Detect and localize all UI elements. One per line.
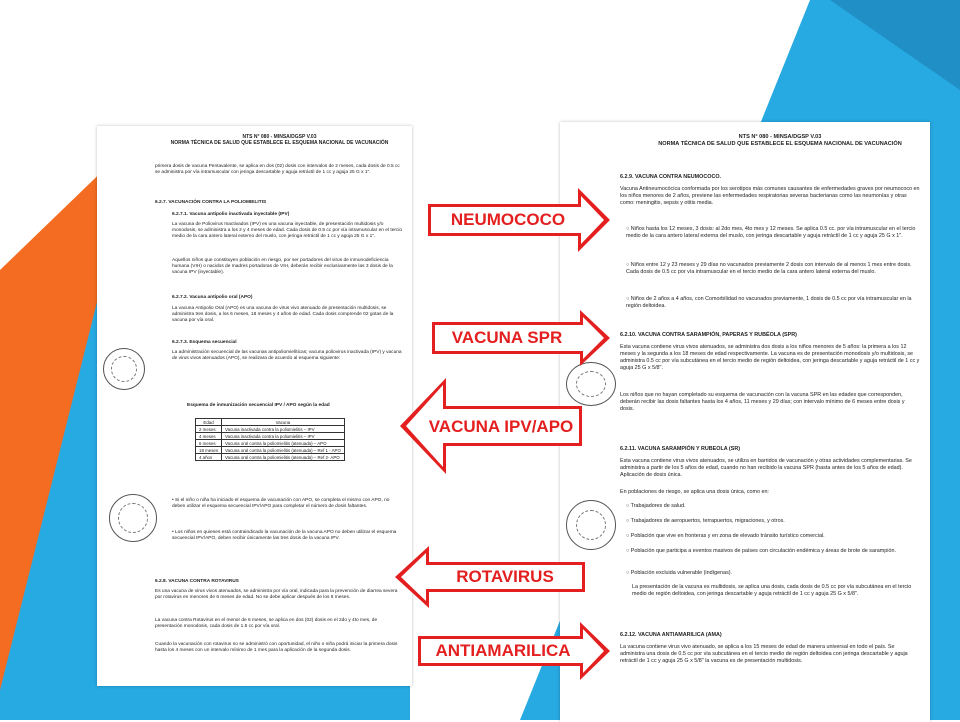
section-6211-paragraph-1: Esta vacuna contiene virus vivos atenuados, se utiliza en barridos de vacunación y otras actividades complementarias. Se administra a partir de los 5 años de edad, cuando no han recibido la vacuna SPR (hasta antes de los 5 años de edad). Aplicación de dosis única. [620,458,912,478]
left-doc-header-title: NORMA TÉCNICA DE SALUD QUE ESTABLECE EL ESQUEMA NACIONAL DE VACUNACIÓN [170,140,389,147]
arrow-spr [432,310,610,366]
table-row [196,447,345,454]
section-6272-paragraph: La vacuna Antipolio Oral (APO) es una vacuna de virus vivo atenuado de presentación multidosis, se administra tres dosis, a los 6 meses, 18 meses y 4 años de edad. Cada dosis comprende 02 gotas de la vacuna por vía oral. [172,306,394,324]
section-629-bullet-2: ○ Niños entre 12 y 23 meses y 29 días no vacunados previamente 2 dosis con intervalo de al menos 1 mes entre dosis. Cada dosis de 0.5 cc por vía intramuscular en el tercio medio de la cara antero lateral externa del muslo. [626,262,912,275]
table-row [196,440,345,447]
risk-list-item-text: Trabajadores de aeropuertos, terrapuertos, migraciones, y otros. [630,518,785,524]
risk-list-item-text: Población que vive en fronteras y en zona de elevado tránsito turístico comercial. [630,533,825,539]
risk-list-item: ○ Trabajadores de aeropuertos, terrapuertos, migraciones, y otros. [626,518,785,524]
arrow-label-spr: VACUNA SPR [451,328,563,347]
risk-list-item-text: Trabajadores de salud. [630,503,686,509]
table-cell-vaccine: Vacuna inactivada contra la poliomielitis – IPV [222,433,345,440]
section-629-bullet-2-text: Niños entre 12 y 23 meses y 29 días no vacunados previamente 2 dosis con intervalo de al menos 1 mes entre dosis. Cada dosis de 0.5 cc por vía intramuscular en el tercio medio de la cara antero lateral externa del muslo. [626,262,912,275]
section-6271-title: 6.2.7.1. Vacuna antipolio inactivada inyectable (IPV) [172,212,290,217]
table-cell-vaccine: Vacuna inactivada contra la poliomielitis – IPV [222,426,345,433]
right-document-page [560,122,930,722]
ipv-apo-schedule-table [195,418,345,461]
section-6210-title: 6.2.10. VACUNA CONTRA SARAMPIÓN, PAPERAS Y RUBÉOLA (SPR) [620,332,797,338]
section-629-bullet-3: ○ Niños de 2 años a 4 años, con Comorbilidad no vacunados previamente, 1 dosis de 0.5 cc por vía intramuscular en la región deltoidea. [626,296,912,309]
left-doc-header [147,134,412,147]
section-6212-paragraph: La vacuna contiene virus vivo atenuado, se aplica a los 15 meses de edad de manera universal en todo el país. Se administra una dosis de 0.5 cc por vía subcutánea en el tercio medio de región deltoidea con jeringa descartable y aguja retráctil de 1 cc y aguja 25 G x 5/8" la vacuna es de presentación multidosis. [620,644,908,664]
official-seal-bottom [109,494,157,542]
section-6212-title: 6.2.12. VACUNA ANTIAMARILICA (AMA) [620,632,722,638]
arrow-ipv-apo [400,378,582,474]
risk-list-item-text: Población que participa a eventos masivos de países con circulación endémica y áreas de brote de sarampión. [630,548,896,554]
section-628-paragraph-1: Es una vacuna de virus vivos atenuados, se administra por vía oral, indicada para la prevención de diarrea severa por rotavirus en menores de 6 meses de edad. No se debe aplicar después de los 6 meses. [155,589,398,601]
bullet-apo-contraindicated-text: Los niños en quienes está contraindicado la vacunación de la vacuna APO no deben utilizar el esquema secuencial IPV/APO, deben recibir únicamente las tres dosis de la vacuna IPV. [172,530,397,542]
right-doc-header-code: NTS N° 080 - MINSA/DGSP V.03 [738,134,822,140]
section-628-title: 6.2.8. VACUNA CONTRA ROTAVIRUS [155,579,239,584]
section-628-paragraph-3: Cuando la vacunación con rotavirus no se administró con oportunidad, el niño o niña podrá iniciar la primera dosis hasta los 4 meses con un intervalo mínimo de 1 mes para la aplicación de la segunda dosis. [155,642,398,654]
section-6211-title: 6.2.11. VACUNA SARAMPIÓN Y RUBEOLA (SR) [620,446,741,452]
section-6211-paragraph-2: En poblaciones de riesgo, se aplica una dosis única, como en: [620,489,769,495]
table-header-row [196,419,345,426]
official-seal-top [103,348,145,390]
arrow-label-neumococo: NEUMOCOCO [450,210,566,229]
table-cell-vaccine: Vacuna oral contra la poliomielitis (atenuada) – Ref 1 - APO [222,447,345,454]
right-doc-header [630,134,930,148]
left-document-page [97,126,412,686]
bullet-apo-scheme: • Si el niño o niña ha iniciado el esquema de vacunación con APO, se completa el mismo con APO, no deben utilizar el esquema secuencial IPV/APO para completar el número de dosis faltantes. [172,498,390,510]
schedule-table-title: Esquema de inmunización secuencial IPV / APO según la edad [187,403,330,408]
table-header-cell: Edad [196,419,222,426]
table-cell-vaccine: Vacuna oral contra la poliomielitis (atenuada) – APO [222,440,345,447]
risk-list-item: ○ Población excluida vulnerable (indígenas). [626,570,733,576]
table-row [196,426,345,433]
section-6211-paragraph-3: La presentación de la vacuna es multidosis, se aplica una dosis, cada dosis de 0.5 cc por vía subcutánea en el tercio medio de región deltoidea, con jeringa descartable y aguja retráctil de 1 cc y aguja 25 G x 5/8". [632,584,912,597]
table-header-cell: Vacuna [222,419,345,426]
bullet-apo-scheme-text: Si el niño o niña ha iniciado el esquema de vacunación con APO, se completa el mismo con APO, no deben utilizar el esquema secuencial IPV/APO para completar el número de dosis faltantes. [172,498,390,510]
arrow-rotavirus [395,546,585,608]
table-cell-age: 4 años [196,454,222,461]
arrow-label-rotavirus: ROTAVIRUS [456,567,554,586]
section-629-bullet-1-text: Niños hasta los 12 meses, 3 dosis: al 2do mes, 4to mes y 12 meses. Se aplica 0.5 cc. por vía intramuscular en el tercio medio de la cara antero lateral externa del muslo, con jeringa descartable y aguja retráctil de 1 cc y aguja 25 G x 1". [626,226,916,239]
table-cell-age: 18 meses [196,447,222,454]
section-629-paragraph: Vacuna Antineumocócica conformada por los serotipos más comunes causantes de enfermedades graves por neumococo en los niños menores de 2 años, previene las enfermedades respiratorias severas bacterianas como las neumonías y otras como: meningitis, sepsis y otitis media. [620,186,920,206]
section-6273-paragraph: La administración secuencial de las vacunas antipoliomielíticas; vacuna poliovirus inactivada (IPV) y vacuna de virus vivos atenuados (APO), se realizara de acuerdo al esquema siguiente: [172,350,402,362]
section-6272-title: 6.2.7.2. Vacuna antipolio oral (APO) [172,295,253,300]
official-seal-right-bottom [566,500,616,550]
arrow-label-ipv-apo: VACUNA IPV/APO [428,417,574,436]
arrow-neumococo [428,188,610,252]
table-row [196,433,345,440]
right-doc-header-title: NORMA TÉCNICA DE SALUD QUE ESTABLECE EL ESQUEMA NACIONAL DE VACUNACIÓN [658,140,902,147]
left-doc-header-code: NTS N° 080 - MINSA/DGSP V.03 [242,134,317,140]
risk-list-item: ○ Población que participa a eventos masivos de países con circulación endémica y áreas de brote de sarampión. [626,548,896,554]
left-intro-text: primera dosis de vacuna Pentavalente, se aplica en dos (02) dosis con intervalos de 2 meses, cada dosis de 0.5 cc se administra por vía intramuscular con jeringa descartable y aguja retráctil de 1 cc y aguja 25 G x 1". [155,164,400,176]
arrow-label-antiamarilica: ANTIAMARILICA [435,641,571,660]
section-6210-paragraph-1: Esta vacuna contiene virus vivos atenuados, se administra dos dosis a los niños menores de 5 años: la primera a los 12 meses y la segunda a los 18 meses de edad respectivamente. La vacuna es de presentación monodosis y/o multidosis, se administra 0.5 cc por vía subcutánea en el tercio medio de región deltoidea, con jeringa descartable y aguja retráctil de 1 cc y aguja 25 G x 5/8". [620,344,920,371]
table-cell-age: 6 meses [196,440,222,447]
section-628-paragraph-2: La vacuna contra Rotavirus en el menor de 6 meses, se aplica en dos (02) dosis en el 2do y 4to mes, de presentación monodosis, cada dosis de 1.5 cc por vía oral. [155,618,378,630]
bullet-apo-contraindicated: • Los niños en quienes está contraindicado la vacunación de la vacuna APO no deben utilizar el esquema secuencial IPV/APO, deben recibir únicamente las tres dosis de la vacuna IPV. [172,530,397,542]
section-629-bullet-3-text: Niños de 2 años a 4 años, con Comorbilidad no vacunados previamente, 1 dosis de 0.5 cc por vía intramuscular en la región deltoidea. [626,296,912,309]
section-6271-paragraph-2: Aquellos niños que constituyen población en riesgo, por ser portadores del virus de inmunodeficiencia humana (VIH) o nacidos de madres portadoras de VIH, deberán recibir exclusivamente las 3 dosis de la vacuna IPV (inyectable). [172,258,393,276]
table-cell-age: 2 meses [196,426,222,433]
risk-list-item: ○ Trabajadores de salud. [626,503,686,509]
section-6273-title: 6.2.7.3. Esquema secuencial [172,340,237,345]
section-629-title: 6.2.9. VACUNA CONTRA NEUMOCOCO. [620,174,722,180]
table-row [196,454,345,461]
section-6271-paragraph-1: La vacuna de Poliovirus Inactivados (IPV) es una vacuna inyectable, de presentación multidosis y/o monodosis, se administra a los 2 y 4 meses de edad. Cada dosis de 0.5 cc por vía intramuscular en el tercio medio de la cara antero lateral externo del muslo, con jeringa retráctil de 1 cc y aguja 25 G x 1". [172,222,403,240]
arrow-antiamarilica [418,622,610,680]
table-cell-age: 4 meses [196,433,222,440]
table-cell-vaccine: Vacuna oral contra la poliomielitis (atenuada) – Ref 2- APO [222,454,345,461]
section-627-title: 6.2.7. VACUNACIÓN CONTRA LA POLIOMIELITIS [155,200,267,205]
risk-list-item-text: Población excluida vulnerable (indígenas). [630,570,733,576]
section-6210-paragraph-2: Los niños que no hayan completado su esquema de vacunación con la vacuna SPR en las edades que corresponden, deberán recibir las dosis faltantes hasta los 4 años, 11 meses y 29 días; con intervalo mínimo de 6 meses entre dosis y dosis. [620,392,905,412]
risk-list-item: ○ Población que vive en fronteras y en zona de elevado tránsito turístico comercial. [626,533,825,539]
section-629-bullet-1: ○ Niños hasta los 12 meses, 3 dosis: al 2do mes, 4to mes y 12 meses. Se aplica 0.5 cc. por vía intramuscular en el tercio medio de la cara antero lateral externa del muslo, con jeringa descartable y aguja retráctil de 1 cc y aguja 25 G x 1". [626,226,916,239]
